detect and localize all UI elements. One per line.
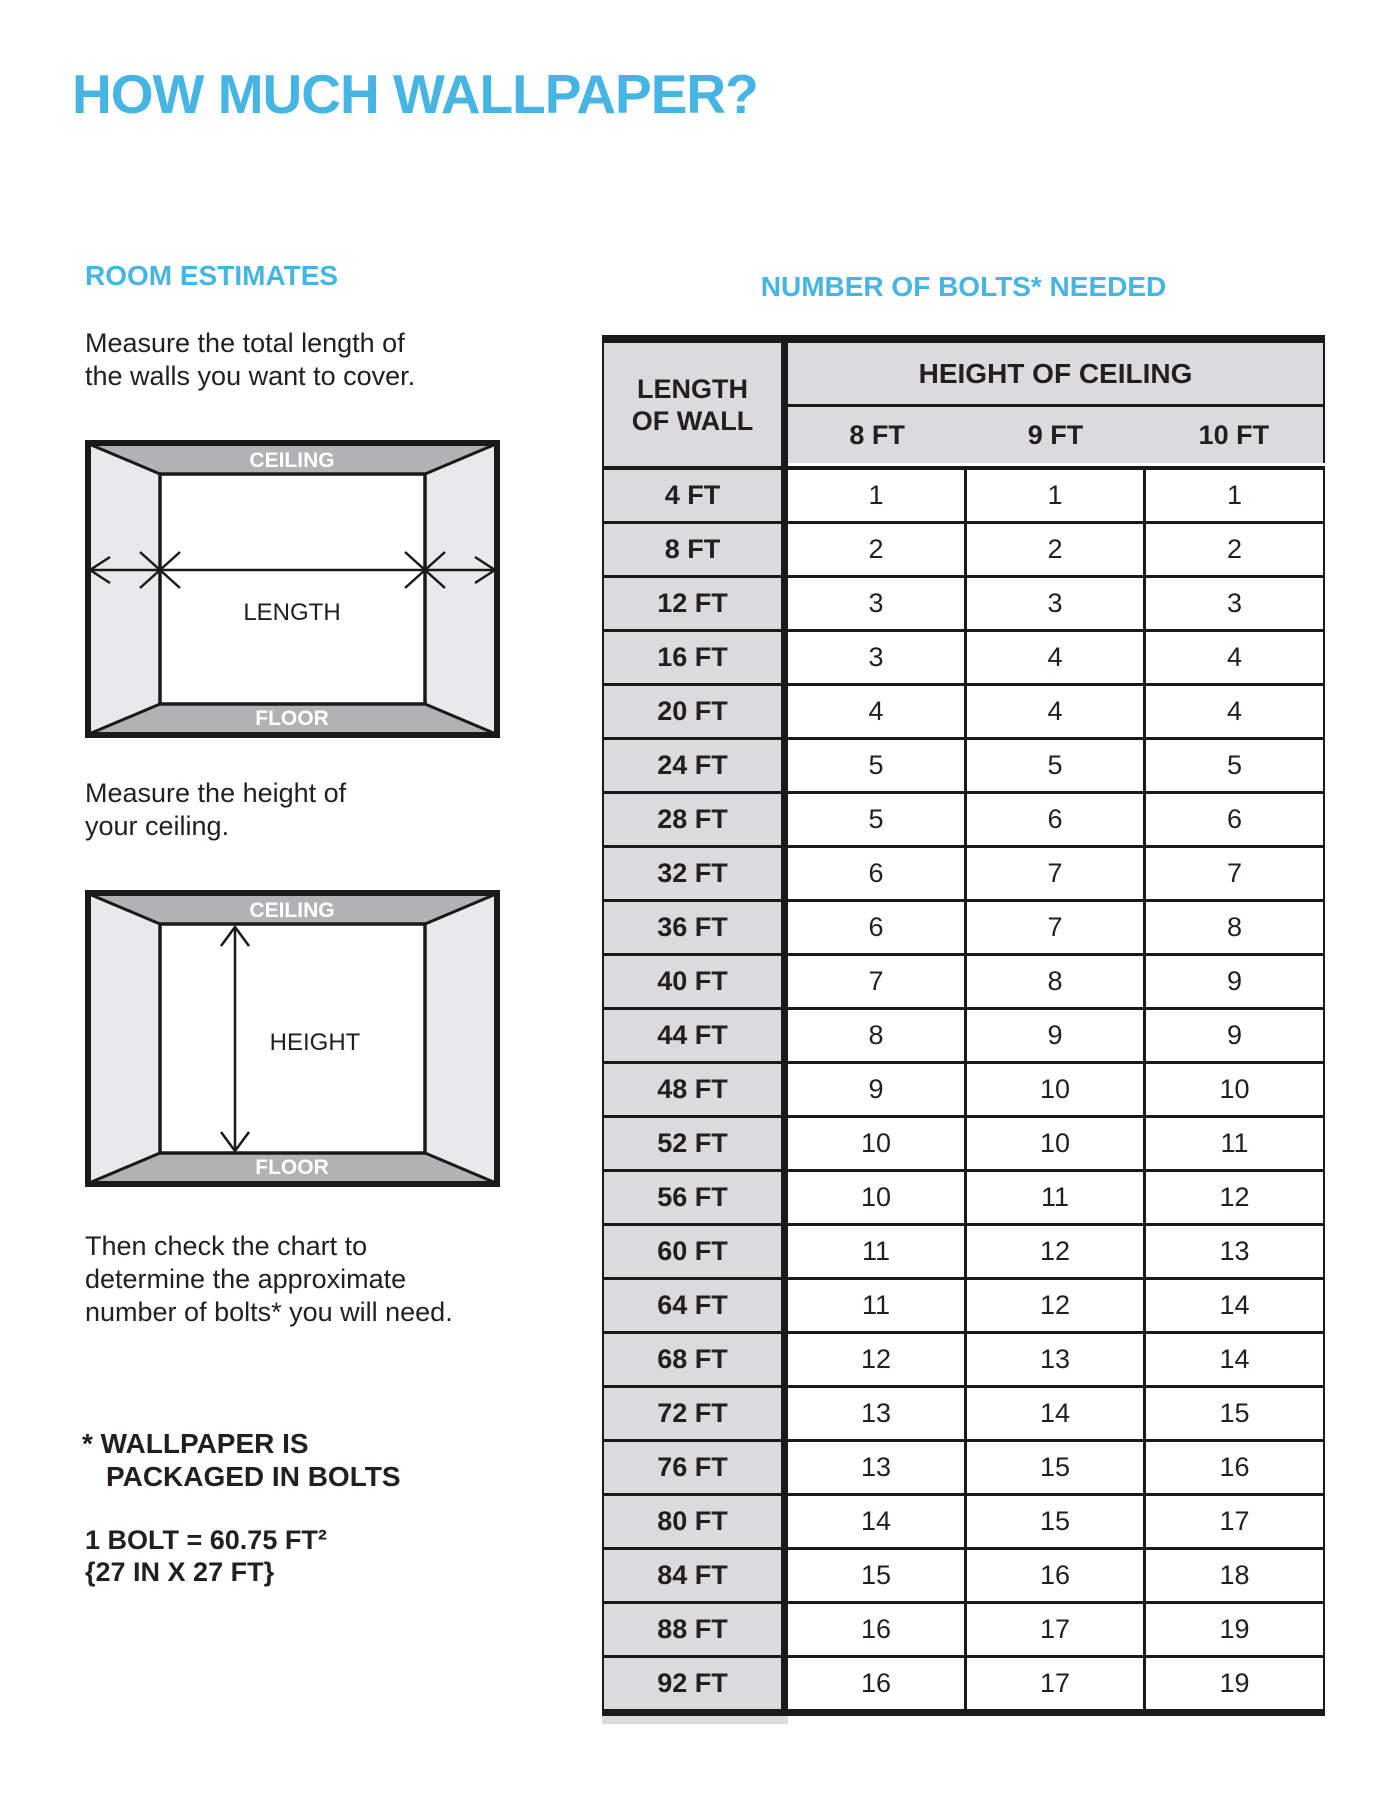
footnote-line: * WALLPAPER IS — [82, 1428, 309, 1459]
table-row — [602, 1334, 1325, 1388]
room-perspective-length-illustration — [85, 440, 500, 738]
wall-length-cell: 48 FT — [602, 1064, 788, 1115]
bolt-count-cell: 11 — [788, 1226, 967, 1277]
paragraph-line: Measure the total length of — [85, 328, 405, 358]
floor-label: FLOOR — [255, 707, 329, 730]
wall-length-cell: 76 FT — [602, 1442, 788, 1493]
bolt-size-info — [85, 1524, 327, 1588]
table-row — [602, 1442, 1325, 1496]
bolt-count-cell: 13 — [788, 1388, 967, 1439]
length-of-wall-header — [602, 343, 788, 466]
bolts-table — [602, 335, 1325, 1724]
bolt-count-cell: 15 — [967, 1496, 1146, 1547]
bolt-count-cell: 5 — [1146, 740, 1325, 791]
table-row — [602, 1064, 1325, 1118]
table-row — [602, 686, 1325, 740]
bolt-count-cell: 6 — [1146, 794, 1325, 845]
bolt-count-cell: 19 — [1146, 1658, 1325, 1709]
bolt-count-cell: 3 — [788, 578, 967, 629]
bolt-count-cell: 16 — [788, 1658, 967, 1709]
length-room-diagram — [85, 440, 500, 738]
bolt-count-cell: 8 — [1146, 902, 1325, 953]
floor-label: FLOOR — [255, 1156, 329, 1179]
wall-length-cell: 20 FT — [602, 686, 788, 737]
wall-length-cell: 88 FT — [602, 1604, 788, 1655]
ceiling-label: CEILING — [249, 899, 335, 922]
column-header-10ft: 10 FT — [1198, 419, 1270, 450]
measure-height-paragraph — [85, 777, 346, 843]
bolt-count-cell: 13 — [967, 1334, 1146, 1385]
bolt-count-cell: 4 — [1146, 632, 1325, 683]
column-header-9ft: 9 FT — [1027, 419, 1084, 450]
wall-length-cell: 80 FT — [602, 1496, 788, 1547]
bolt-count-cell: 2 — [967, 524, 1146, 575]
room-perspective-height-illustration — [85, 890, 500, 1187]
header-line: LENGTH — [637, 373, 748, 404]
table-row — [602, 1496, 1325, 1550]
bolt-count-cell: 11 — [788, 1280, 967, 1331]
bolt-count-cell: 12 — [967, 1280, 1146, 1331]
bolt-count-cell: 13 — [1146, 1226, 1325, 1277]
bolt-count-cell: 13 — [788, 1442, 967, 1493]
bolt-info-line: 1 BOLT = 60.75 FT² — [85, 1525, 327, 1555]
header-line: OF WALL — [631, 405, 754, 436]
wall-length-cell: 60 FT — [602, 1226, 788, 1277]
table-row — [602, 1118, 1325, 1172]
bolt-count-cell: 9 — [788, 1064, 967, 1115]
wall-length-cell: 36 FT — [602, 902, 788, 953]
wall-length-cell: 24 FT — [602, 740, 788, 791]
wall-length-cell: 64 FT — [602, 1280, 788, 1331]
ceiling-header-group — [788, 343, 1325, 466]
bolt-count-cell: 4 — [967, 686, 1146, 737]
bolt-count-cell: 16 — [967, 1550, 1146, 1601]
height-label: HEIGHT — [269, 1029, 361, 1056]
table-row — [602, 632, 1325, 686]
page-title: HOW MUCH WALLPAPER? — [72, 63, 758, 125]
paragraph-line: determine the approximate — [85, 1264, 407, 1294]
wall-length-cell: 68 FT — [602, 1334, 788, 1385]
table-top-border — [602, 335, 1325, 343]
bolt-count-cell: 2 — [788, 524, 967, 575]
bolt-count-cell: 15 — [1146, 1388, 1325, 1439]
bolt-count-cell: 8 — [788, 1010, 967, 1061]
paragraph-line: Measure the height of — [85, 778, 347, 808]
table-row — [602, 956, 1325, 1010]
bolt-count-cell: 4 — [788, 686, 967, 737]
length-label: LENGTH — [243, 599, 341, 626]
bolt-count-cell: 6 — [788, 902, 967, 953]
table-row — [602, 1658, 1325, 1709]
bolt-count-cell: 11 — [1146, 1118, 1325, 1169]
bolt-count-cell: 4 — [967, 632, 1146, 683]
wall-length-cell: 92 FT — [602, 1658, 788, 1709]
wall-length-cell: 4 FT — [602, 470, 788, 521]
bolt-count-cell: 9 — [1146, 1010, 1325, 1061]
table-row — [602, 1550, 1325, 1604]
bolt-count-cell: 17 — [967, 1604, 1146, 1655]
table-header — [602, 343, 1325, 466]
bolt-count-cell: 12 — [967, 1226, 1146, 1277]
table-row — [602, 902, 1325, 956]
bolt-count-cell: 14 — [788, 1496, 967, 1547]
ceiling-label: CEILING — [249, 449, 335, 472]
bolt-table-body — [602, 470, 1325, 1709]
table-row — [602, 1226, 1325, 1280]
table-row — [602, 1280, 1325, 1334]
bolt-count-cell: 18 — [1146, 1550, 1325, 1601]
table-row — [602, 524, 1325, 578]
bolt-count-cell: 6 — [967, 794, 1146, 845]
bolt-count-cell: 10 — [1146, 1064, 1325, 1115]
table-bottom-border — [602, 1709, 1325, 1716]
bolt-count-cell: 3 — [1146, 578, 1325, 629]
bolt-count-cell: 2 — [1146, 524, 1325, 575]
bolt-count-cell: 1 — [1146, 470, 1325, 521]
bolt-count-cell: 16 — [788, 1604, 967, 1655]
room-estimates-heading: ROOM ESTIMATES — [85, 260, 339, 291]
wall-length-cell: 40 FT — [602, 956, 788, 1007]
table-row — [602, 578, 1325, 632]
check-chart-paragraph — [85, 1230, 453, 1329]
table-bottom-gray-tab — [602, 1716, 788, 1724]
bolt-count-cell: 10 — [967, 1118, 1146, 1169]
column-header-8ft: 8 FT — [849, 419, 905, 450]
bolt-count-cell: 16 — [1146, 1442, 1325, 1493]
table-row — [602, 1388, 1325, 1442]
table-row — [602, 1172, 1325, 1226]
wall-length-cell: 12 FT — [602, 578, 788, 629]
height-room-diagram — [85, 890, 500, 1187]
bolt-count-cell: 5 — [788, 740, 967, 791]
wall-length-cell: 52 FT — [602, 1118, 788, 1169]
bolts-needed-heading: NUMBER OF BOLTS* NEEDED — [760, 271, 1167, 302]
bolt-count-cell: 3 — [967, 578, 1146, 629]
bolt-count-cell: 6 — [788, 848, 967, 899]
paragraph-line: your ceiling. — [85, 811, 230, 841]
table-row — [602, 740, 1325, 794]
measure-length-paragraph — [85, 327, 415, 393]
bolt-count-cell: 9 — [967, 1010, 1146, 1061]
wall-length-cell: 28 FT — [602, 794, 788, 845]
wall-length-cell: 56 FT — [602, 1172, 788, 1223]
table-row — [602, 848, 1325, 902]
bolt-count-cell: 12 — [788, 1334, 967, 1385]
bolt-count-cell: 9 — [1146, 956, 1325, 1007]
table-row — [602, 1604, 1325, 1658]
table-row — [602, 470, 1325, 524]
wall-length-cell: 8 FT — [602, 524, 788, 575]
paragraph-line: the walls you want to cover. — [85, 361, 416, 391]
bolt-count-cell: 19 — [1146, 1604, 1325, 1655]
bolt-count-cell: 12 — [1146, 1172, 1325, 1223]
wall-length-cell: 44 FT — [602, 1010, 788, 1061]
table-row — [602, 1010, 1325, 1064]
bolt-count-cell: 1 — [788, 470, 967, 521]
bolt-count-cell: 8 — [967, 956, 1146, 1007]
wall-length-cell: 72 FT — [602, 1388, 788, 1439]
bolt-count-cell: 7 — [967, 848, 1146, 899]
bolt-count-cell: 10 — [788, 1118, 967, 1169]
bolt-count-cell: 14 — [967, 1388, 1146, 1439]
paragraph-line: Then check the chart to — [85, 1231, 368, 1261]
table-row — [602, 794, 1325, 848]
ceiling-columns-row — [788, 407, 1325, 463]
bolt-info-line: {27 IN X 27 FT} — [85, 1557, 275, 1587]
bolt-count-cell: 14 — [1146, 1334, 1325, 1385]
bolt-count-cell: 17 — [967, 1658, 1146, 1709]
paragraph-line: number of bolts* you will need. — [85, 1297, 453, 1327]
bolt-count-cell: 10 — [788, 1172, 967, 1223]
bolt-count-cell: 5 — [788, 794, 967, 845]
bolt-count-cell: 7 — [967, 902, 1146, 953]
bolt-count-cell: 7 — [788, 956, 967, 1007]
wall-length-cell: 32 FT — [602, 848, 788, 899]
bolt-count-cell: 14 — [1146, 1280, 1325, 1331]
bolt-count-cell: 11 — [967, 1172, 1146, 1223]
bolt-count-cell: 3 — [788, 632, 967, 683]
bolt-count-cell: 4 — [1146, 686, 1325, 737]
bolt-count-cell: 1 — [967, 470, 1146, 521]
wallpaper-bolts-footnote — [82, 1427, 401, 1493]
bolt-count-cell: 15 — [788, 1550, 967, 1601]
bolt-count-cell: 5 — [967, 740, 1146, 791]
wall-length-cell: 16 FT — [602, 632, 788, 683]
height-of-ceiling-header: HEIGHT OF CEILING — [788, 343, 1325, 407]
bolt-count-cell: 10 — [967, 1064, 1146, 1115]
bolt-count-cell: 7 — [1146, 848, 1325, 899]
footnote-line: PACKAGED IN BOLTS — [106, 1461, 401, 1492]
bolt-count-cell: 15 — [967, 1442, 1146, 1493]
bolt-count-cell: 17 — [1146, 1496, 1325, 1547]
wall-length-cell: 84 FT — [602, 1550, 788, 1601]
